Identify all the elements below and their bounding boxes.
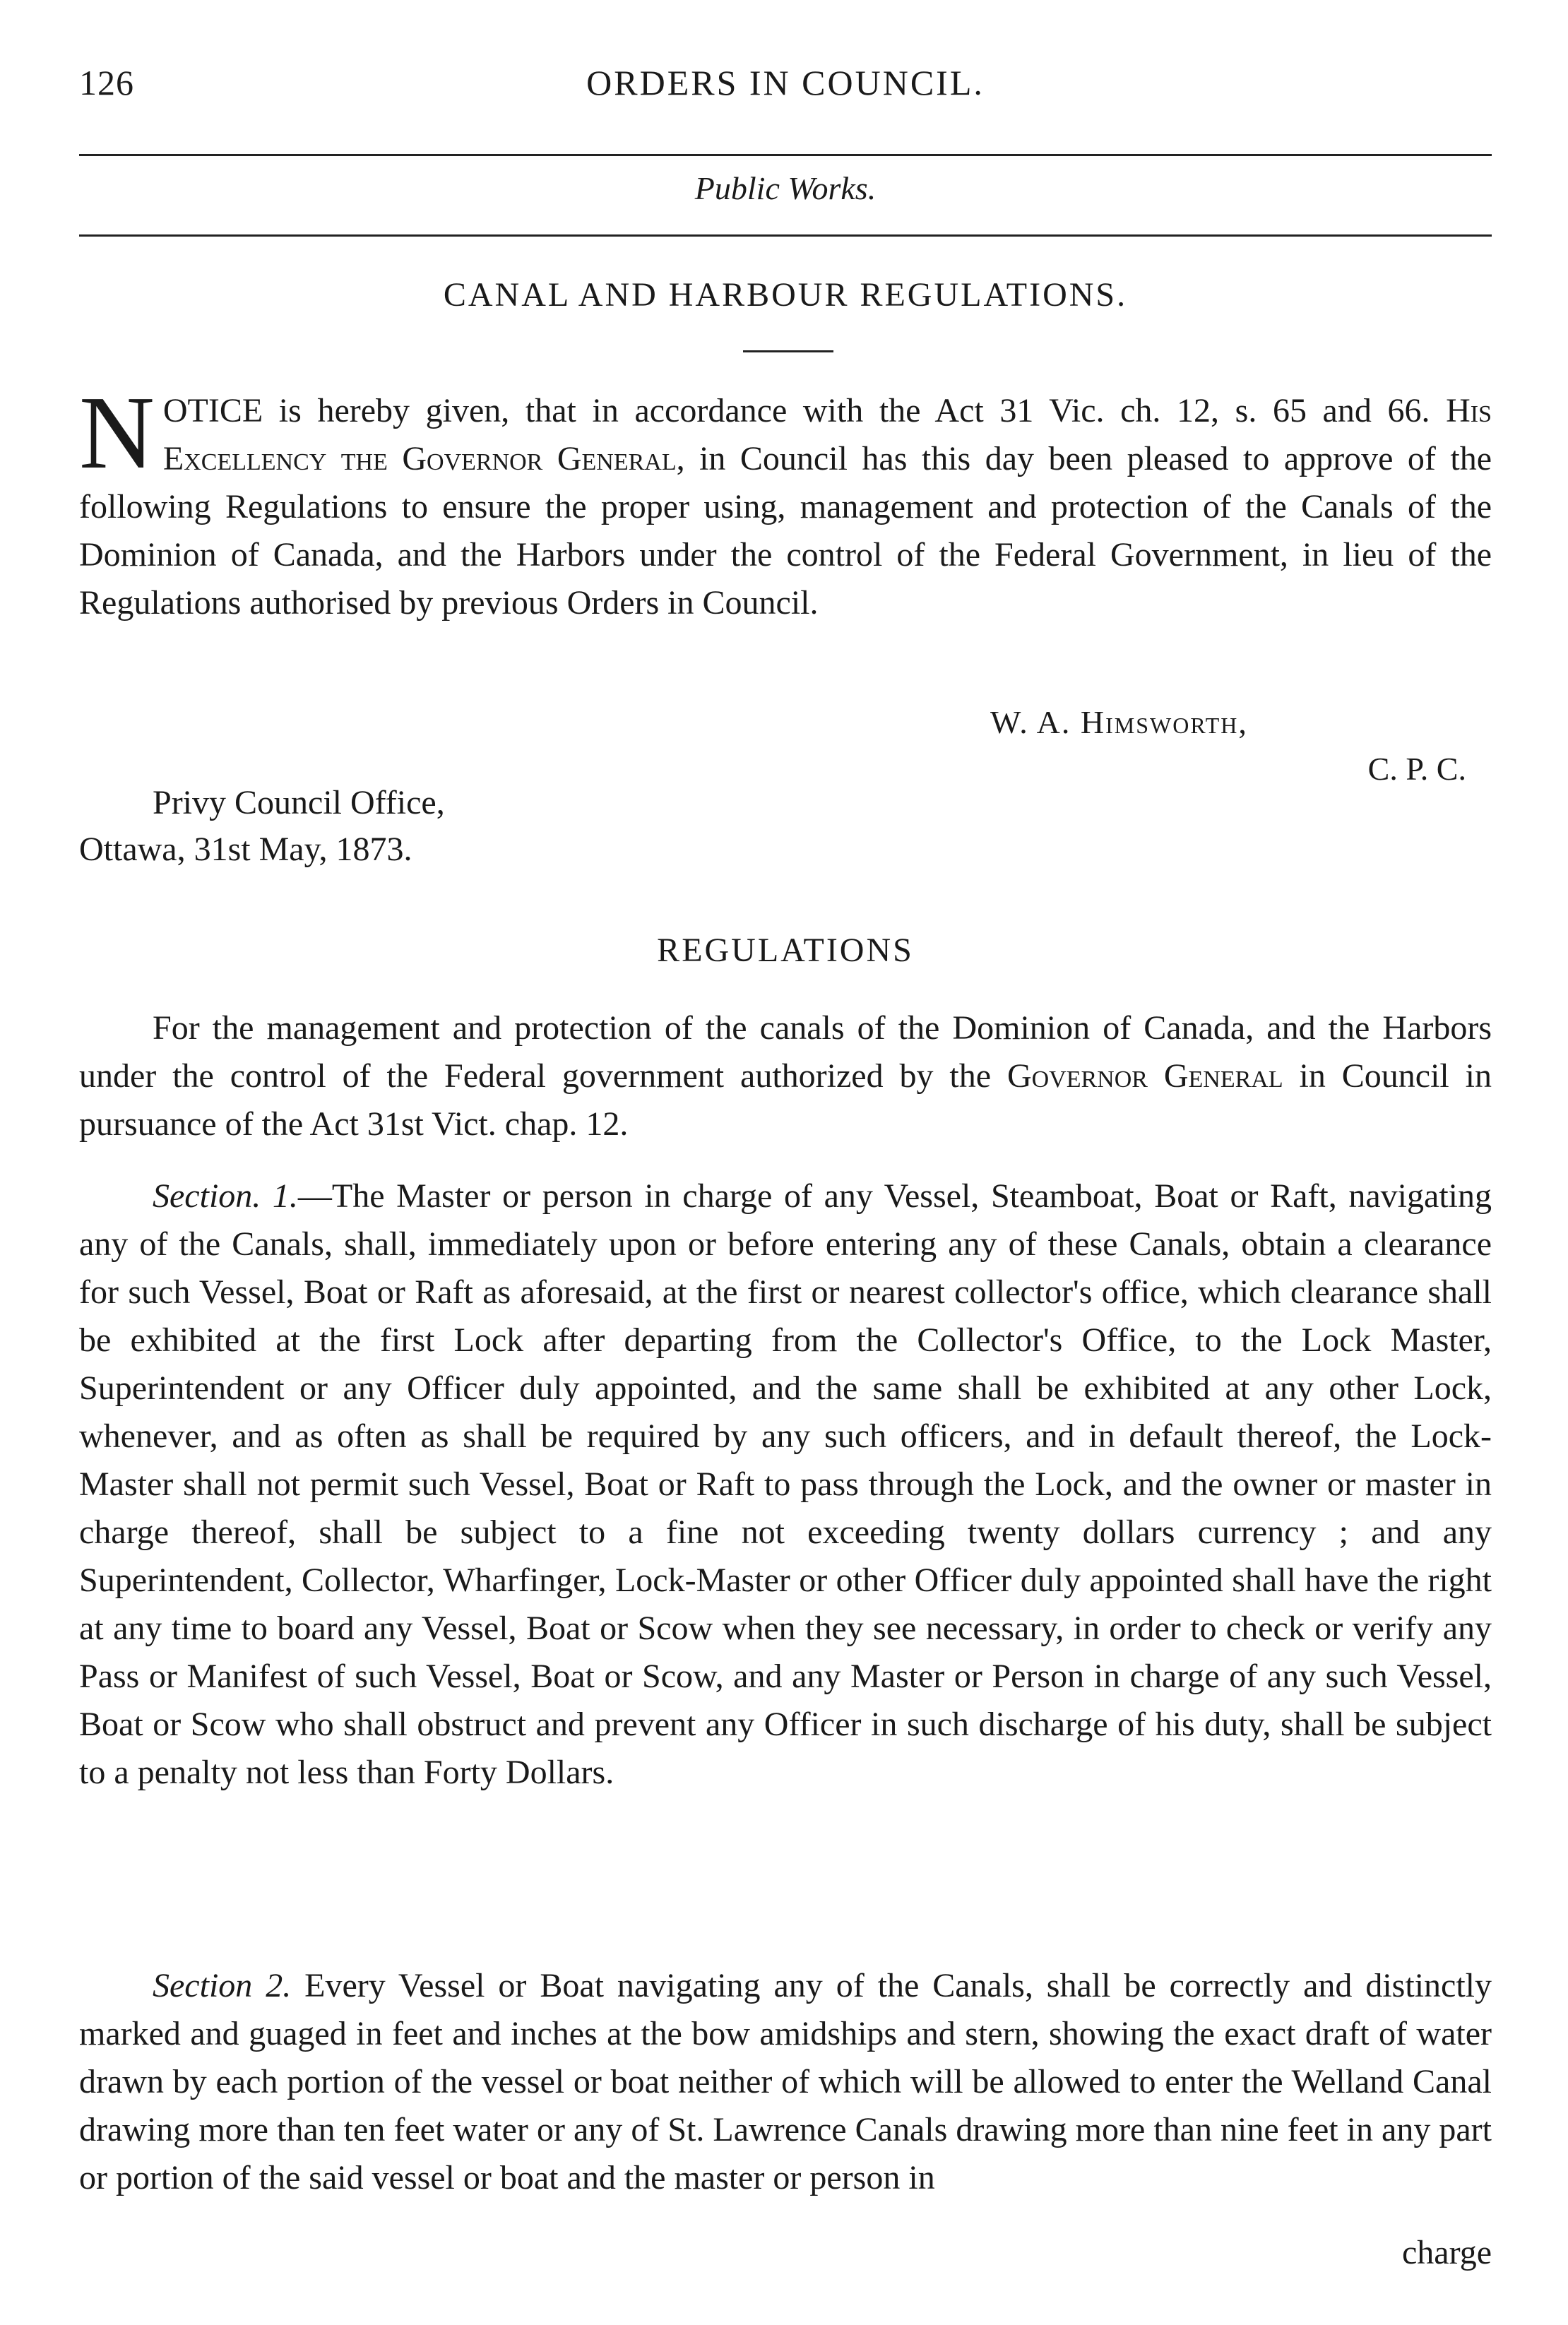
section-1-label: Section. 1. [153,1177,298,1215]
preamble-text-1: For the management and protection of the canals of the Dominion of Canada, and the Harbors under the control of the Federal government authorized by the [79,1009,1492,1095]
document-page [79,0,1492,2325]
running-head [79,62,1492,119]
notice-text-2: , in Council has this day been pleased to approve of the following Regulations to ensure the proper using, management and protection of the Canals of the Dominion of Canada, and the Harbors under the control of the Federal Government, in lieu of the Regulations authorised by previous Orders in Council. [79,440,1492,622]
signature-block [990,699,1492,792]
notice-paragraph [79,375,1492,627]
section-2-text: Every Vessel or Boat navigating any of the Canals, shall be correctly and distinctly marked and guaged in feet and inches at the bow amidships and stern, showing the exact draft of water drawn by each portion of the vessel or boat neither of which will be allowed to enter the Welland Canal drawing more than ten feet water or any of St. Lawrence Canals drawing more than nine feet in any part or portion of the said vessel or boat and the master or person in [79,1967,1492,2196]
notice-governor-general: His Excellency the Governor General [162,392,1492,477]
date-line: Ottawa, 31st May, 1873. [79,831,412,868]
notice-text-1: OTICE is hereby given, that in accordance with the Act 31 Vic. ch. 12, s. 65 and 66. [162,392,1447,429]
section-1-paragraph [79,1172,1492,1797]
preamble-text-2: in Council in pursuance of the Act 31st Vict. chap. 12. [79,1057,1492,1143]
drop-cap: N [79,375,155,491]
section-1-text: —The Master or person in charge of any Vessel, Steamboat, Boat or Raft, navigating any of the Canals, shall, immediately upon or before entering any of these Canals, obtain a clearance for such Vessel, Boat or Raft as aforesaid, at the first or nearest collector's office, which clearance shall be exhibited at the first Lock after departing from the Collector's Office, to the Lock Master, Superintendent or any Officer duly appointed, and the same shall be exhibited at any other Lock, whenever, and as often as shall be required by any such officers, and in default thereof, the Lock-Master shall not permit such Vessel, Boat or Raft to pass through the Lock, and the owner or master in charge thereof, shall be subject to a fine not exceeding twenty dollars currency ; and any Superintendent, Collector, Wharfinger, Lock-Master or other Officer duly appointed shall have the right at any time to board any Vessel, Boat or Scow when they see necessary, in order to check or verify any Pass or Manifest of such Vessel, Boat or Scow, and any Master or Person in charge of any such Vessel, Boat or Scow who shall obstruct and prevent any Officer in such discharge of his duty, shall be subject to a penalty not less than Forty Dollars. [79,1177,1492,1791]
section-label: Public Works. [694,170,877,206]
place-date-block [79,780,644,873]
second-rule [79,234,1492,237]
office-line: Privy Council Office, [153,784,445,821]
preamble-governor-general: Governor General [1006,1057,1283,1095]
signatory-name: W. A. Himsworth, [990,704,1248,740]
heading-divider [743,350,833,352]
preamble-paragraph [79,1004,1492,1148]
regulations-heading: REGULATIONS [657,932,914,969]
page-number: 126 [79,63,134,102]
main-heading: CANAL AND HARBOUR REGULATIONS. [443,276,1128,314]
section-2-label: Section 2. [153,1967,292,2004]
top-rule [79,154,1492,156]
catchword: charge [1401,2234,1492,2271]
signatory-title: C. P. C. [1367,751,1466,787]
running-title: ORDERS IN COUNCIL. [586,63,985,102]
section-2-paragraph [79,1962,1492,2202]
